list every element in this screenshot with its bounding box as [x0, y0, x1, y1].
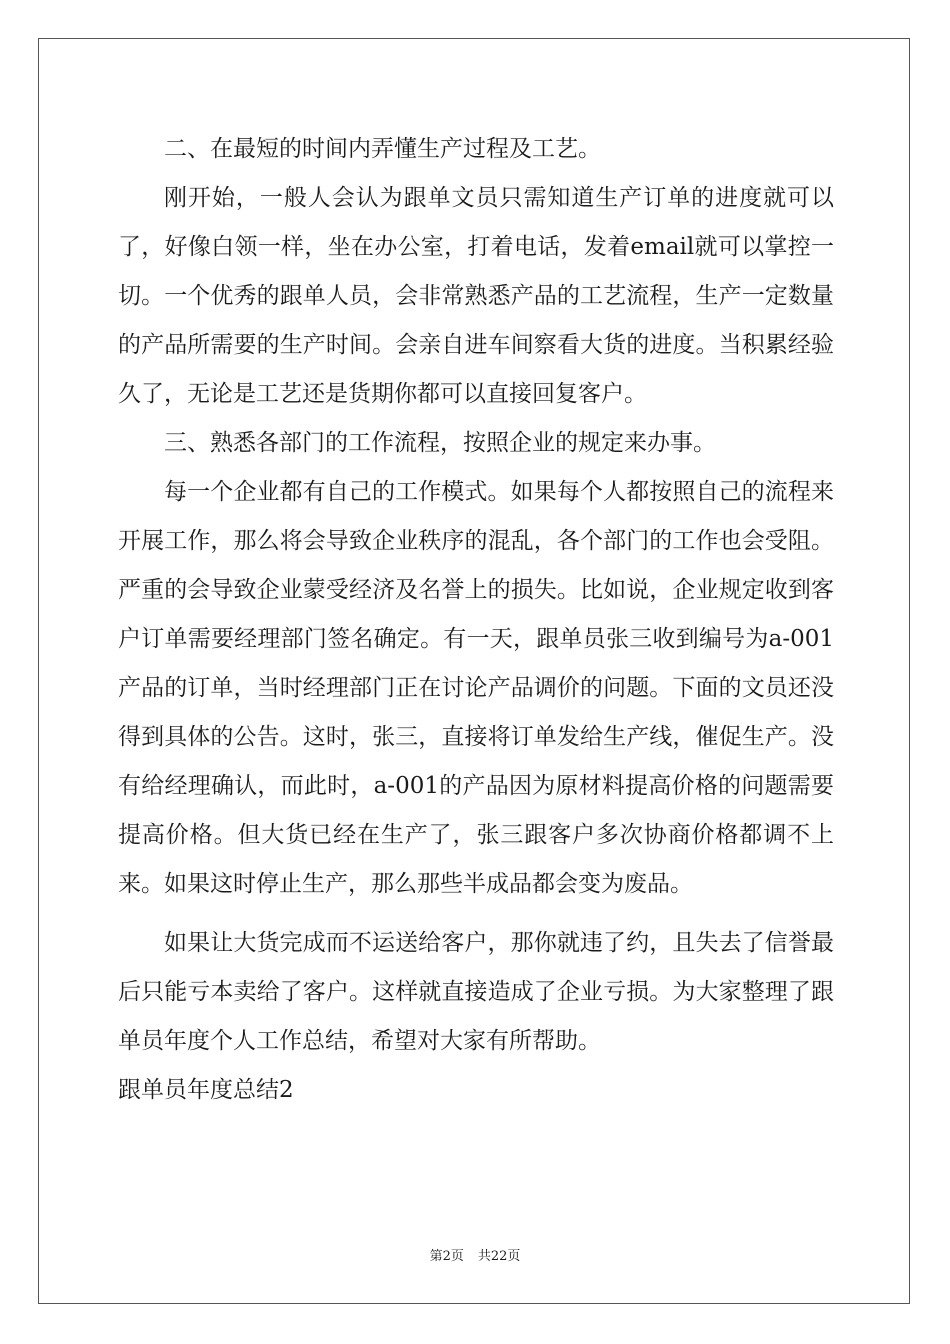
body-paragraph: 刚开始，一般人会认为跟单文员只需知道生产订单的进度就可以了，好像白领一样，坐在办公室，打着电话，发着email就可以掌控一切。一个优秀的跟单人员，会非常熟悉产品的工艺流程，生产一定数量的产品所需要的生产时间。会亲自进车间察看大货的进度。当积累经验久了，无论是工艺还是货期你都可以直接回复客户。 [118, 185, 834, 407]
section-heading-3: 三、熟悉各部门的工作流程，按照企业的规定来办事。 [164, 430, 716, 456]
page-total: 共22页 [477, 1249, 521, 1264]
document-body [118, 125, 834, 1115]
section-heading-2: 二、在最短的时间内弄懂生产过程及工艺。 [164, 136, 601, 162]
page-footer [0, 1247, 950, 1267]
document-subtitle: 跟单员年度总结2 [118, 1077, 294, 1103]
body-paragraph: 每一个企业都有自己的工作模式。如果每个人都按照自己的流程来开展工作，那么将会导致企业秩序的混乱，各个部门的工作也会受阻。严重的会导致企业蒙受经济及名誉上的损失。比如说，企业规定收到客户订单需要经理部门签名确定。有一天，跟单员张三收到编号为a-001产品的订单，当时经理部门正在讨论产品调价的问题。下面的文员还没得到具体的公告。这时，张三，直接将订单发给生产线，催促生产。没有给经理确认，而此时，a-001的产品因为原材料提高价格的问题需要提高价格。但大货已经在生产了，张三跟客户多次协商价格都调不上来。如果这时停止生产，那么那些半成品都会变为废品。 [118, 479, 834, 897]
body-paragraph: 如果让大货完成而不运送给客户，那你就违了约，且失去了信誉最后只能亏本卖给了客户。这样就直接造成了企业亏损。为大家整理了跟单员年度个人工作总结，希望对大家有所帮助。 [118, 930, 834, 1054]
page-number: 第2页 [429, 1249, 464, 1264]
